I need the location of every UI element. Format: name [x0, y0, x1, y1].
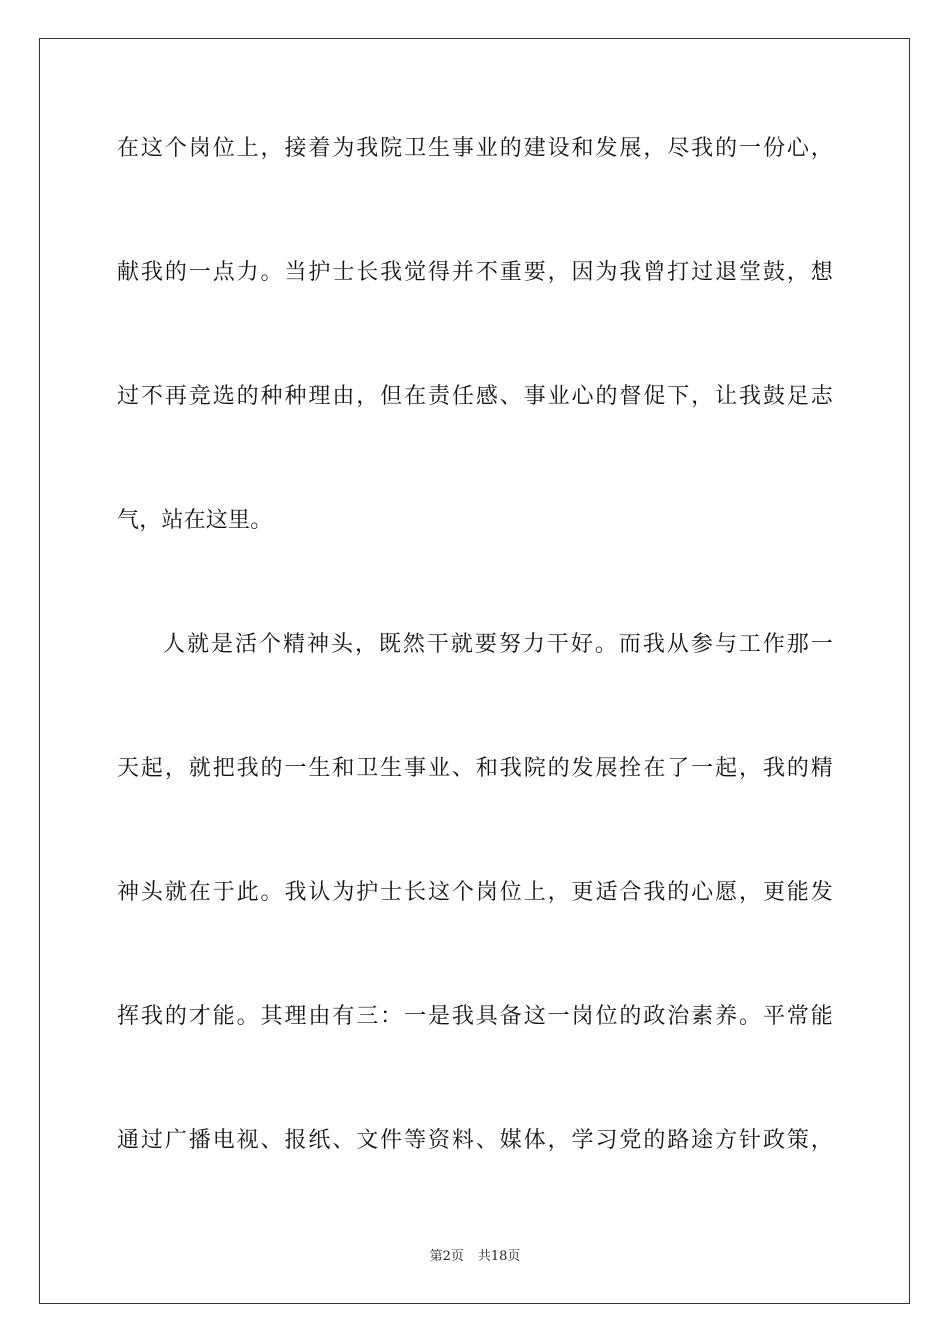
body-line-9: 通过广播电视、报纸、文件等资料、媒体，学习党的路途方针政策，	[117, 1128, 833, 1153]
page-number: 第2页	[429, 1249, 464, 1264]
body-line-8: 挥我的才能。其理由有三：一是我具备这一岗位的政治素养。平常能	[117, 1004, 833, 1029]
body-line-5: 人就是活个精神头，既然干就要努力干好。而我从参与工作那一	[163, 632, 833, 657]
page-total: 共18页	[477, 1249, 521, 1264]
body-line-6: 天起，就把我的一生和卫生事业、和我院的发展拴在了一起，我的精	[117, 756, 833, 781]
body-line-1: 在这个岗位上，接着为我院卫生事业的建设和发展，尽我的一份心，	[117, 136, 833, 161]
body-line-4: 气，站在这里。	[117, 508, 273, 533]
page-footer	[0, 1248, 950, 1266]
body-line-2: 献我的一点力。当护士长我觉得并不重要，因为我曾打过退堂鼓，想	[117, 260, 833, 285]
body-line-3: 过不再竞选的种种理由，但在责任感、事业心的督促下，让我鼓足志	[117, 384, 833, 409]
body-line-7: 神头就在于此。我认为护士长这个岗位上，更适合我的心愿，更能发	[117, 880, 833, 905]
page-border	[39, 38, 910, 1304]
